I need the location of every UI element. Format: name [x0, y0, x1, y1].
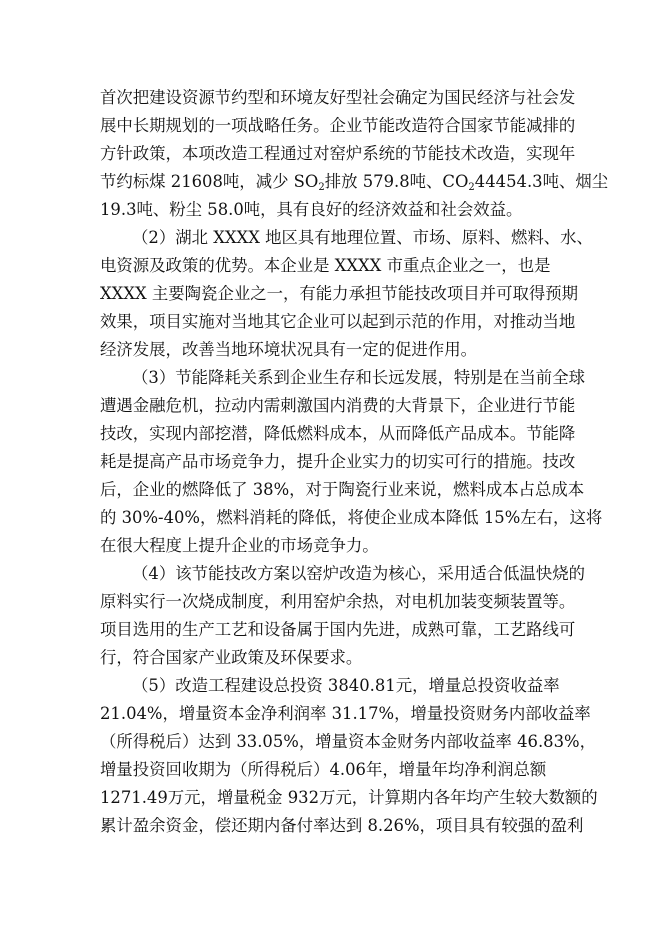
text-line-7: 电资源及政策的优势。本企业是 XXXX 市重点企业之一，也是	[100, 256, 551, 275]
paragraph-4-first-line: （4）该节能技改方案以窑炉改造为核心，采用适合低温快烧的	[132, 564, 585, 583]
text-line-21: 行，符合国家产业政策及环保要求。	[100, 648, 363, 667]
paragraph-3-first-line: （3）节能降耗关系到企业生存和长远发展，特别是在当前全球	[132, 368, 585, 387]
so2-subscript: 2	[318, 182, 325, 193]
text-line-26: 1271.49万元，增量税金 932万元，计算期内各年均产生较大数额的	[100, 788, 598, 807]
text-line-27: 累计盈余资金，偿还期内备付率达到 8.26%，项目具有较强的盈利	[100, 816, 584, 835]
text-line-16: 的 30%-40%，燃料消耗的降低，将使企业成本降低 15%左右，这将	[100, 508, 603, 527]
paragraph-2-first-line: （2）湖北 XXXX 地区具有地理位置、市场、原料、燃料、水、	[132, 228, 593, 247]
text-line-3: 方针政策，本项改造工程通过对窑炉系统的节能技术改造，实现年	[100, 144, 576, 163]
text-line-25: 增量投资回收期为（所得税后）4.06年，增量年均净利润总额	[100, 760, 547, 779]
text-line-14: 耗是提高产品市场竞争力，提升企业实力的切实可行的措施。技改	[100, 452, 576, 471]
text-line-15: 后，企业的燃降低了 38%，对于陶瓷行业来说，燃料成本占总成本	[100, 480, 585, 499]
text-line-24: （所得税后）达到 33.05%，增量资本金财务内部收益率 46.83%，	[100, 732, 597, 751]
text-line-20: 项目选用的生产工艺和设备属于国内先进，成熟可靠，工艺路线可	[100, 620, 576, 639]
paragraph-5-first-line: （5）改造工程建设总投资 3840.81元，增量总投资收益率	[132, 676, 560, 695]
text-line-23: 21.04%，增量资本金净利润率 31.17%，增量投资财务内部收益率	[100, 704, 591, 723]
text-line-8: XXXX 主要陶瓷企业之一，有能力承担节能技改项目并可取得预期	[100, 284, 579, 303]
text-line-13: 技改，实现内部挖潜，降低燃料成本，从而降低产品成本。节能降	[100, 424, 576, 443]
text-line-19: 原料实行一次烧成制度，利用窑炉余热，对电机加装变频装置等。	[100, 592, 576, 611]
text-line-4	[100, 172, 609, 193]
text-line-10: 经济发展，改善当地环境状况具有一定的促进作用。	[100, 340, 477, 359]
text-line-4-before: 节约标煤 21608吨，减少 SO	[100, 172, 319, 191]
co2-subscript: 2	[468, 182, 475, 193]
text-line-4-middle: 排放 579.8吨、CO	[324, 172, 469, 191]
text-line-12: 遭遇金融危机，拉动内需刺激国内消费的大背景下，企业进行节能	[100, 396, 576, 415]
text-line-17: 在很大程度上提升企业的市场竞争力。	[100, 536, 379, 555]
text-line-2: 展中长期规划的一项战略任务。企业节能改造符合国家节能减排的	[100, 116, 576, 135]
text-line-5: 19.3吨、粉尘 58.0吨，具有良好的经济效益和社会效益。	[100, 200, 523, 219]
text-line-4-after: 44454.3吨、烟尘	[474, 172, 609, 191]
text-line-1: 首次把建设资源节约型和环境友好型社会确定为国民经济与社会发	[100, 88, 576, 107]
text-line-9: 效果，项目实施对当地其它企业可以起到示范的作用，对推动当地	[100, 312, 576, 331]
